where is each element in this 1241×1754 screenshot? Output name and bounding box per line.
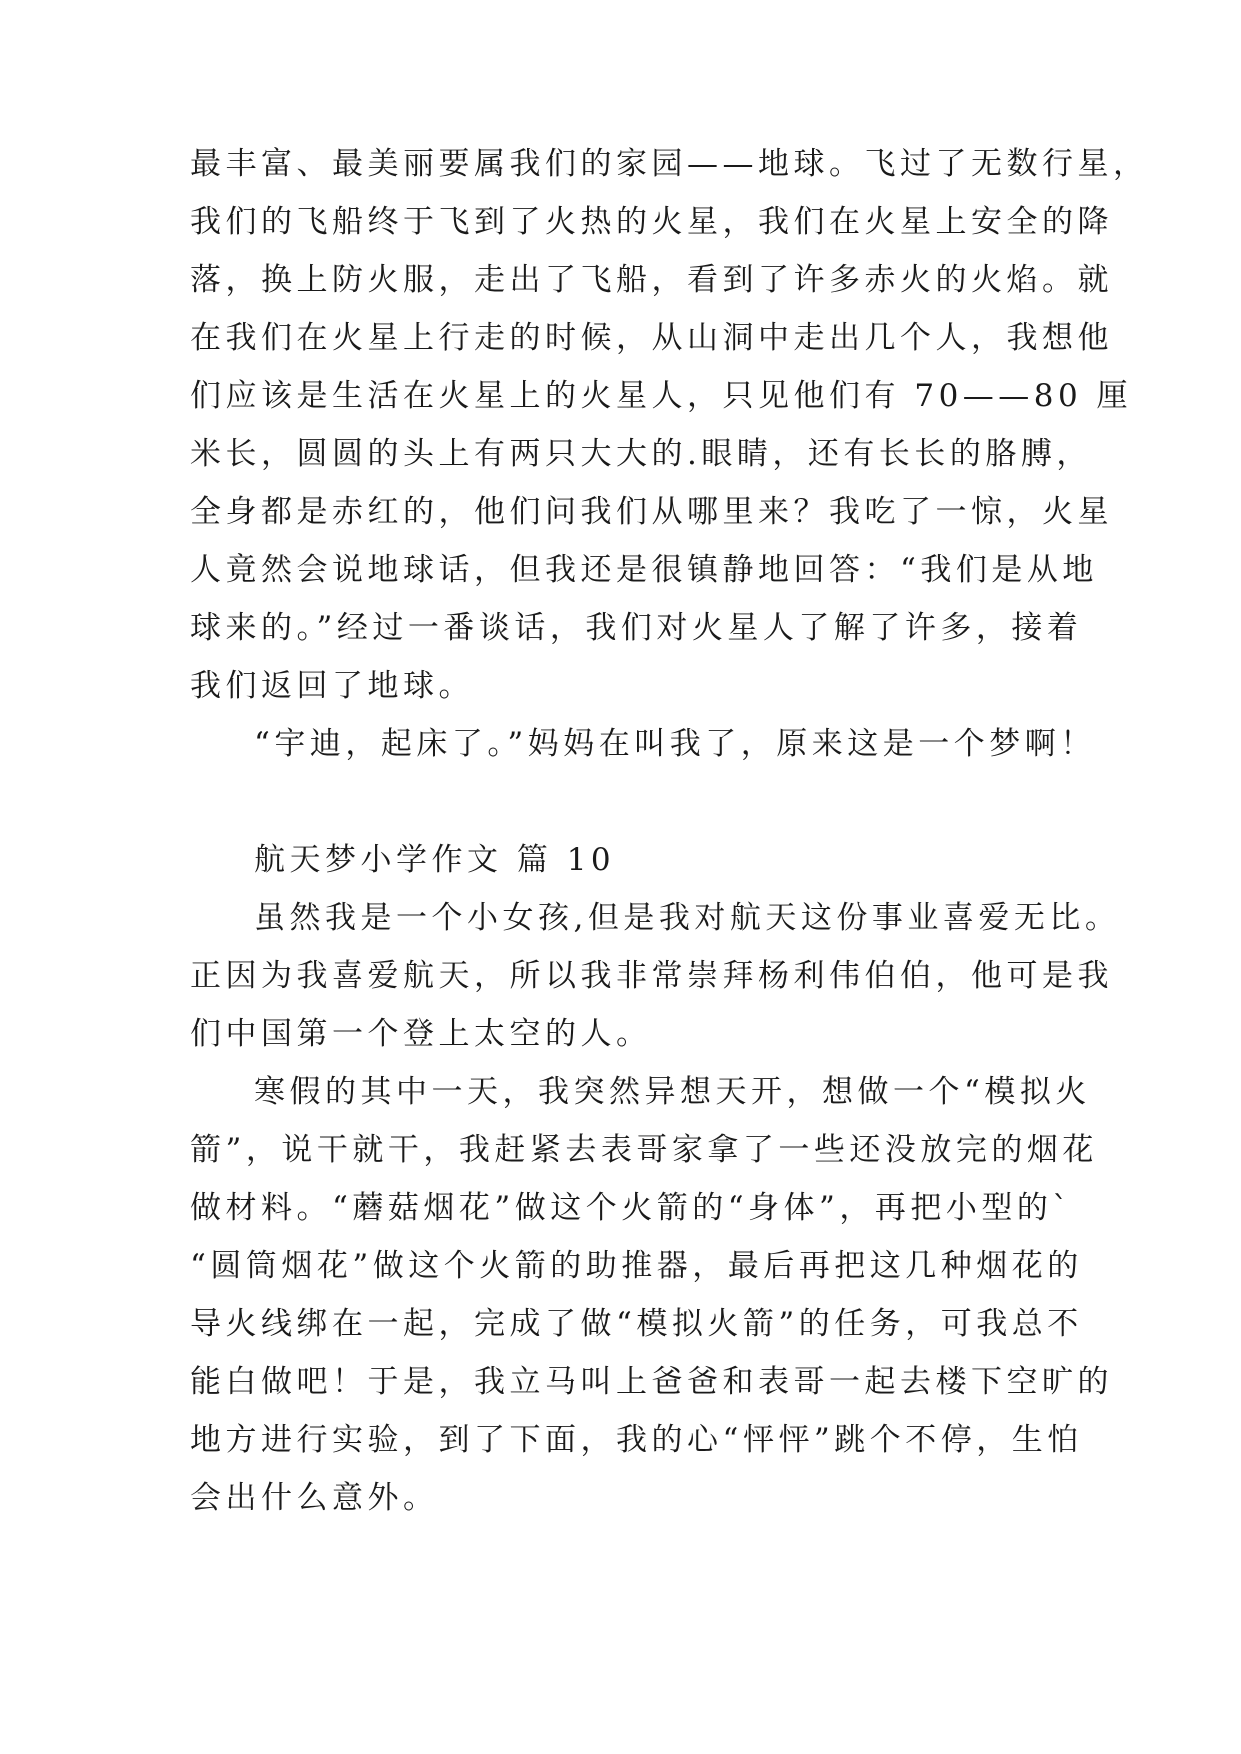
text-line: 米长，圆圆的头上有两只大大的.眼睛，还有长长的胳膊， [190,436,1092,472]
text-line: 会出什么意外。 [190,1480,439,1516]
text-line: 全身都是赤红的，他们问我们从哪里来？我吃了一惊，火星 [190,494,1113,530]
text-line: 们中国第一个登上太空的人。 [190,1016,652,1052]
text-line: 地方进行实验，到了下面，我的心“怦怦”跳个不停，生怕 [190,1422,1083,1458]
closing-line: “宇迪，起床了。”妈妈在叫我了，原来这是一个梦啊！ [254,726,1096,762]
text-line: 我们返回了地球。 [190,668,474,704]
text-line: 我们的飞船终于飞到了火热的火星，我们在火星上安全的降 [190,204,1113,240]
text-line: “圆筒烟花”做这个火箭的助推器，最后再把这几种烟花的 [190,1248,1083,1284]
text-line: 落，换上防火服，走出了飞船，看到了许多赤火的火焰。就 [190,262,1113,298]
text-line: 人竟然会说地球话，但我还是很镇静地回答：“我们是从地 [190,552,1098,588]
text-line: 导火线绑在一起，完成了做“模拟火箭”的任务，可我总不 [190,1306,1083,1342]
text-line: 虽然我是一个小女孩,但是我对航天这份事业喜爱无比。 [254,900,1121,936]
section-heading: 航天梦小学作文 篇 10 [254,842,616,878]
text-line: 寒假的其中一天，我突然异想天开，想做一个“模拟火 [254,1074,1091,1110]
text-line: 最丰富、最美丽要属我们的家园——地球。飞过了无数行星， [190,146,1149,182]
text-line: 球来的。”经过一番谈话，我们对火星人了解了许多，接着 [190,610,1083,646]
text-line: 能白做吧！于是，我立马叫上爸爸和表哥一起去楼下空旷的 [190,1364,1113,1400]
text-line: 在我们在火星上行走的时候，从山洞中走出几个人，我想他 [190,320,1113,356]
text-line: 们应该是生活在火星上的火星人，只见他们有 70——80 厘 [190,378,1133,414]
text-line: 做材料。“蘑菇烟花”做这个火箭的“身体”，再把小型的` [190,1190,1073,1226]
text-line: 箭”，说干就干，我赶紧去表哥家拿了一些还没放完的烟花 [190,1132,1098,1168]
section-gap [190,773,1050,831]
text-line: 正因为我喜爱航天，所以我非常崇拜杨利伟伯伯，他可是我 [190,958,1113,994]
document-body [190,135,1149,1527]
